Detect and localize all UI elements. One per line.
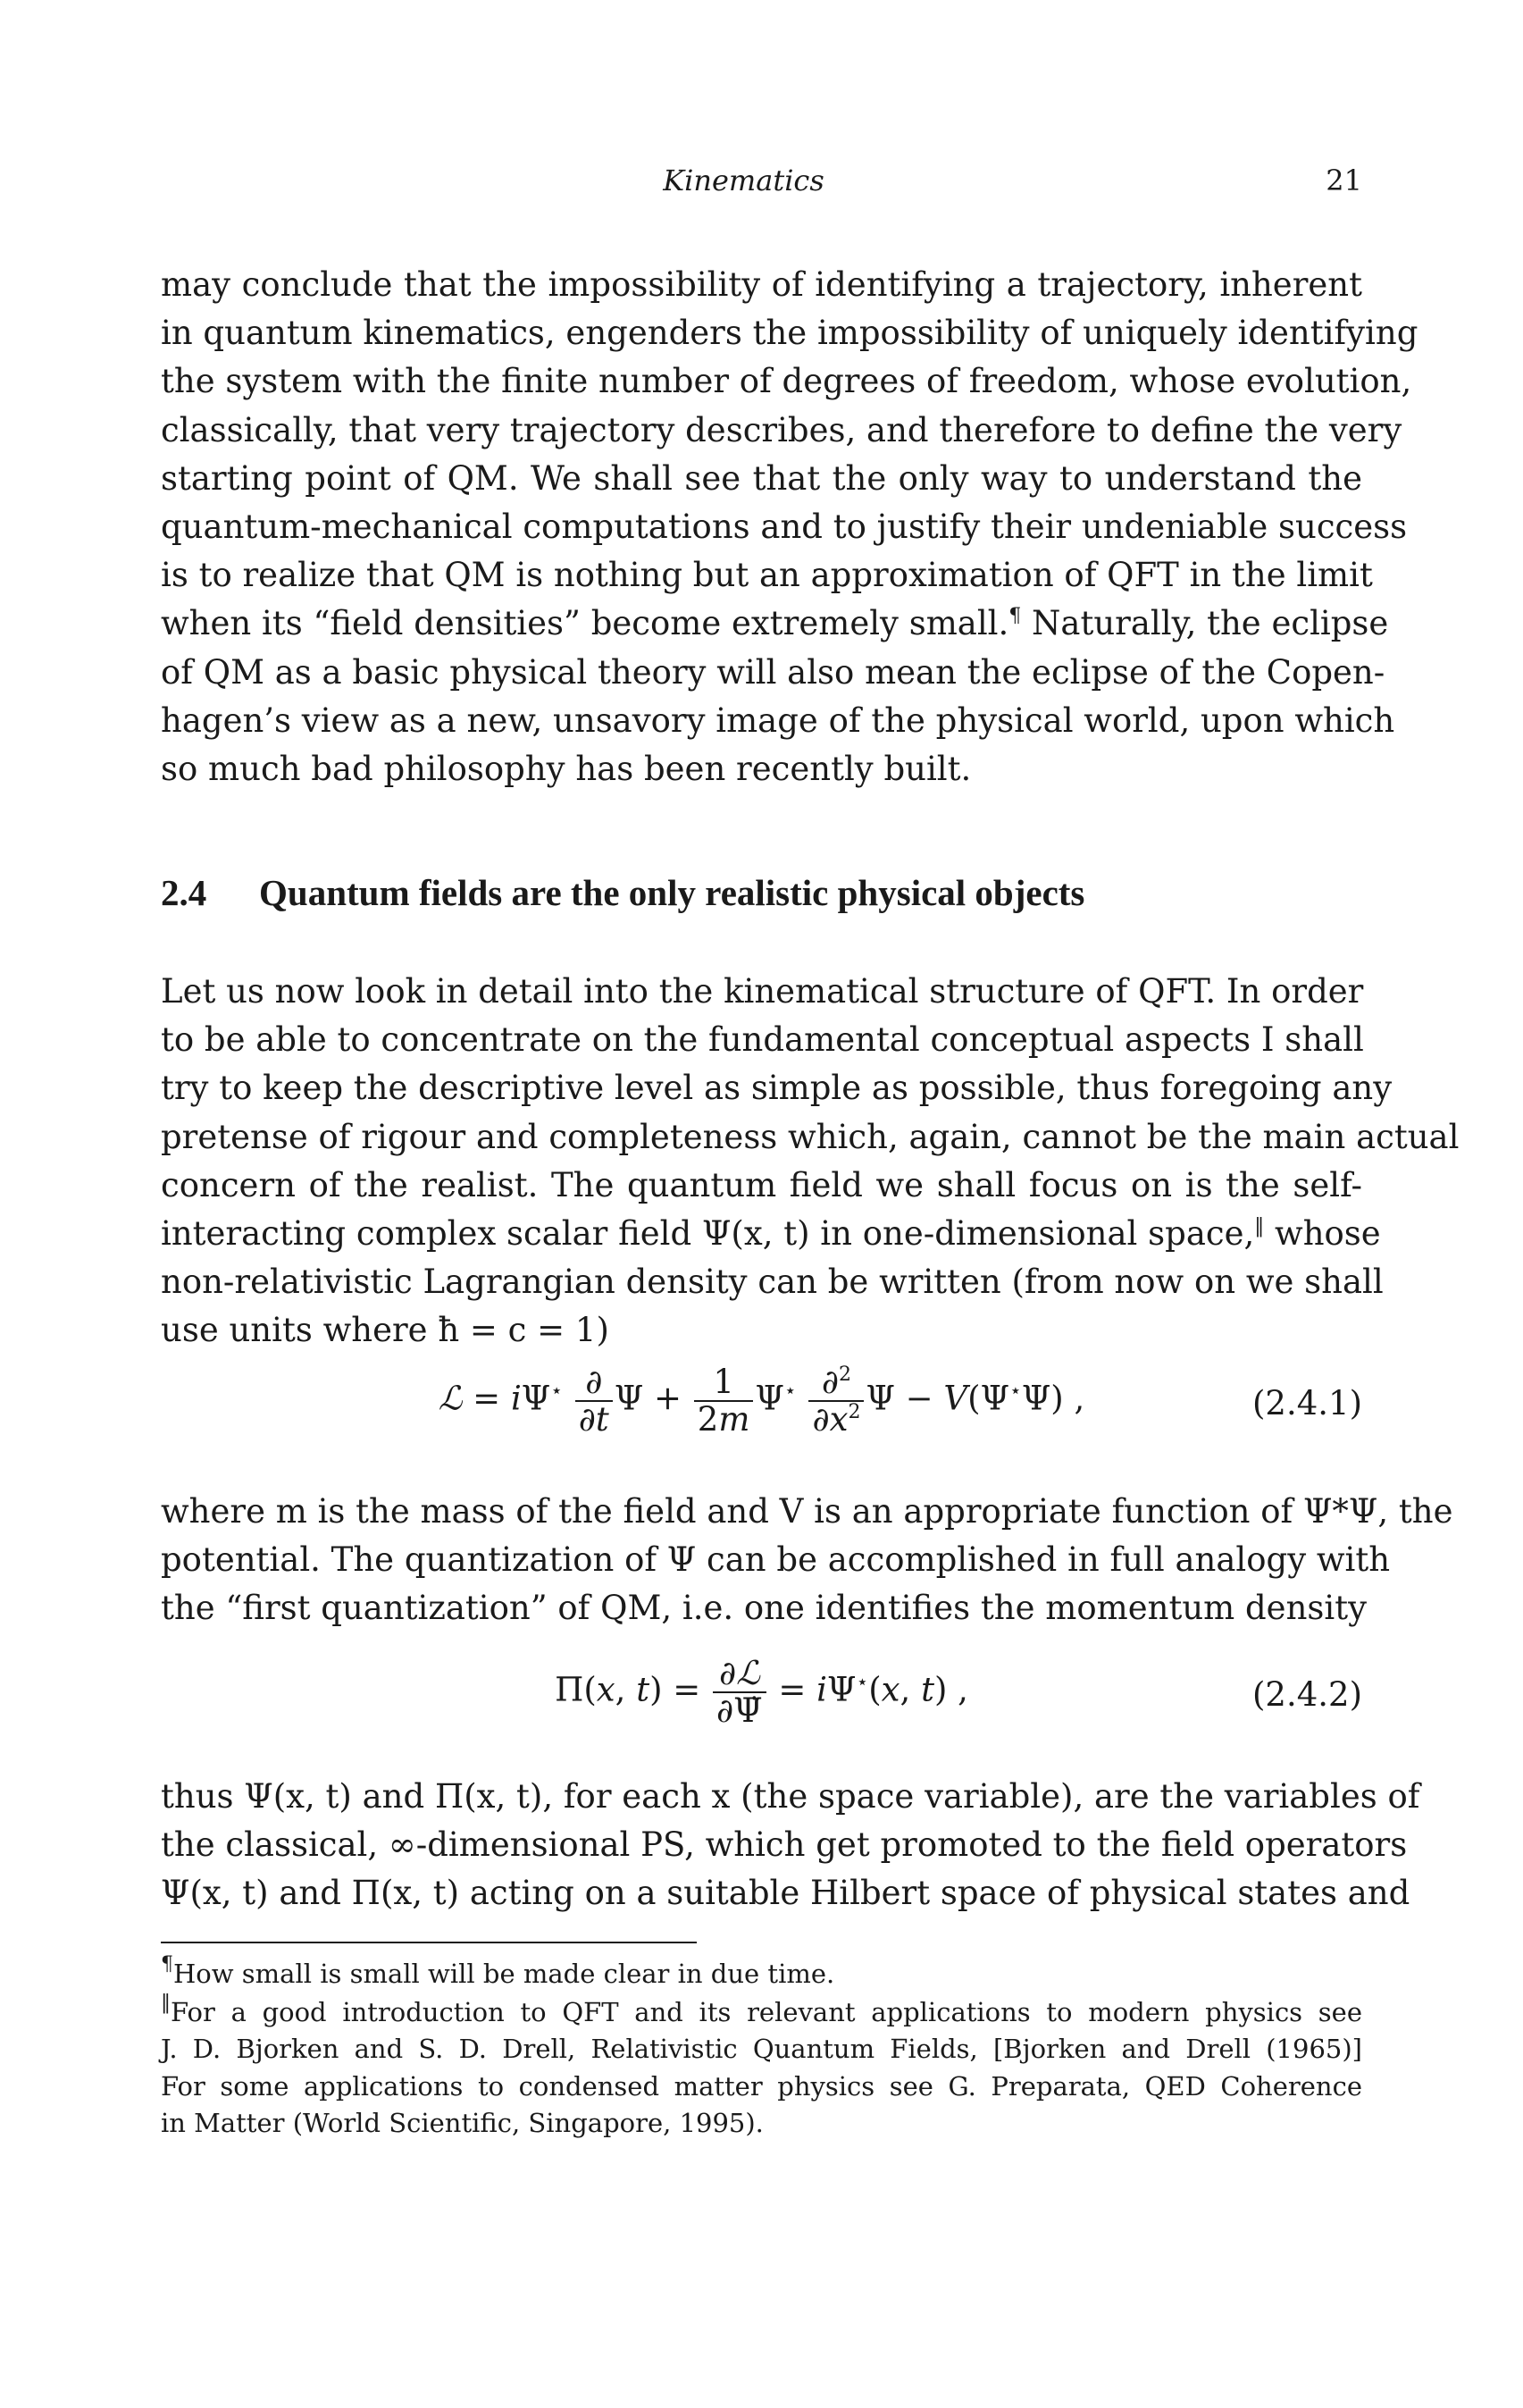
footnote-line: For some applications to condensed matter physics see G. Preparata, QED Coherence (161, 2070, 1362, 2102)
paragraph-4 (161, 1773, 1420, 1918)
paragraph-2 (161, 968, 1460, 1355)
paragraph-1 (161, 261, 1418, 793)
text-line: starting point of QM. We shall see that the only way to understand the (161, 458, 1362, 498)
footnote-mark-pilcrow[interactable]: ¶ (1008, 605, 1022, 628)
text-segment: whose (1275, 1214, 1381, 1254)
text-segment: interacting complex scalar field Ψ(x, t) in one-dimensional space, (161, 1214, 1255, 1254)
footnote-1 (161, 1953, 1362, 1993)
running-header (0, 164, 1523, 203)
text-line: hagen’s view as a new, unsavory image of the physical world, upon which (161, 701, 1395, 740)
text-line: pretense of rigour and completeness which, again, cannot be the main actual (161, 1117, 1460, 1156)
text-line: where m is the mass of the field and V is an appropriate function of Ψ*Ψ, the (161, 1492, 1453, 1531)
text-line: Ψ(x, t) and Π(x, t) acting on a suitable Hilbert space of physical states and (161, 1874, 1410, 1913)
section-number: 2.4 (161, 872, 207, 913)
text-line: non-relativistic Lagrangian density can be written (from now on we shall (161, 1263, 1384, 1302)
footnote-divider (161, 1942, 697, 1943)
text-line: concern of the realist. The quantum field we shall focus on is the self- (161, 1165, 1362, 1204)
text-line: in quantum kinematics, engenders the impossibility of uniquely identifying (161, 314, 1418, 353)
text-line: to be able to concentrate on the fundamental conceptual aspects I shall (161, 1020, 1364, 1060)
text-line: so much bad philosophy has been recently built. (161, 750, 972, 789)
page-number: 21 (1326, 164, 1362, 197)
footnote-text: For a good introduction to QFT and its relevant applications to modern physics see (171, 1997, 1362, 2027)
footnote-line: in Matter (World Scientific, Singapore, 1995). (161, 2107, 764, 2138)
text-segment: Naturally, the eclipse (1032, 604, 1389, 643)
footnote-mark-double-bar[interactable]: ‖ (1254, 1215, 1265, 1238)
text-line: use units where ħ = c = 1) (161, 1311, 609, 1350)
text-line: try to keep the descriptive level as simple as possible, thus foregoing any (161, 1069, 1393, 1108)
text-line: the system with the finite number of degrees of freedom, whose evolution, (161, 362, 1412, 401)
equation-number: (2.4.1) (1251, 1384, 1362, 1422)
text-line: may conclude that the impossibility of identifying a trajectory, inherent (161, 265, 1362, 304)
text-line: the “first quantization” of QM, i.e. one identifies the momentum density (161, 1589, 1367, 1628)
text-line (161, 1210, 1381, 1258)
equation-body: Π(x, t) = $\frac{\text{∂ℒ}}{\partial\Psi̇}$ = iΨ⋆(x, t) , (555, 1654, 968, 1730)
equation-2-4-2 (161, 1656, 1362, 1745)
running-title: Kinematics (663, 164, 824, 197)
text-line: of QM as a basic physical theory will also mean the eclipse of the Copen- (161, 652, 1385, 692)
footnote-2 (161, 1994, 1362, 2142)
equation-number: (2.4.2) (1251, 1675, 1362, 1714)
footnote-line (161, 1994, 1362, 2031)
equation-body: ℒ = iΨ⋆ $\frac{\partial}{\partial t}$ Ψ + $\frac{1}{2m}$ Ψ⋆ $\frac{\partial^2}{\partial x^2}$ Ψ − V(Ψ⋆Ψ) , (438, 1363, 1085, 1439)
footnote-text: How small is small will be made clear in due time. (173, 1959, 835, 1989)
text-line: quantum-mechanical computations and to justify their undeniable success (161, 508, 1408, 547)
text-line: classically, that very trajectory describes, and therefore to define the very (161, 410, 1402, 449)
footnote-line (161, 1953, 1362, 1993)
text-line: is to realize that QM is nothing but an approximation of QFT in the limit (161, 556, 1373, 595)
footnote-mark-double-bar: ‖ (161, 1992, 171, 2014)
text-line: potential. The quantization of Ψ can be accomplished in full analogy with (161, 1540, 1391, 1580)
section-heading (161, 871, 1084, 914)
footnote-line: J. D. Bjorken and S. D. Drell, Relativistic Quantum Fields, [Bjorken and Drell (1965)] (161, 2034, 1362, 2065)
equation-2-4-1 (161, 1364, 1362, 1454)
text-segment: when its “field densities” become extremely small. (161, 604, 1009, 643)
text-line: Let us now look in detail into the kinematical structure of QFT. In order (161, 972, 1364, 1011)
footnote-mark-pilcrow: ¶ (161, 1953, 173, 1976)
text-line: the classical, ∞-dimensional PS, which get promoted to the field operators (161, 1825, 1408, 1865)
paragraph-3 (161, 1488, 1453, 1633)
text-line (161, 600, 1389, 648)
section-title: Quantum fields are the only realistic physical objects (259, 872, 1085, 913)
text-line: thus Ψ(x, t) and Π(x, t), for each x (the space variable), are the variables of (161, 1777, 1420, 1816)
